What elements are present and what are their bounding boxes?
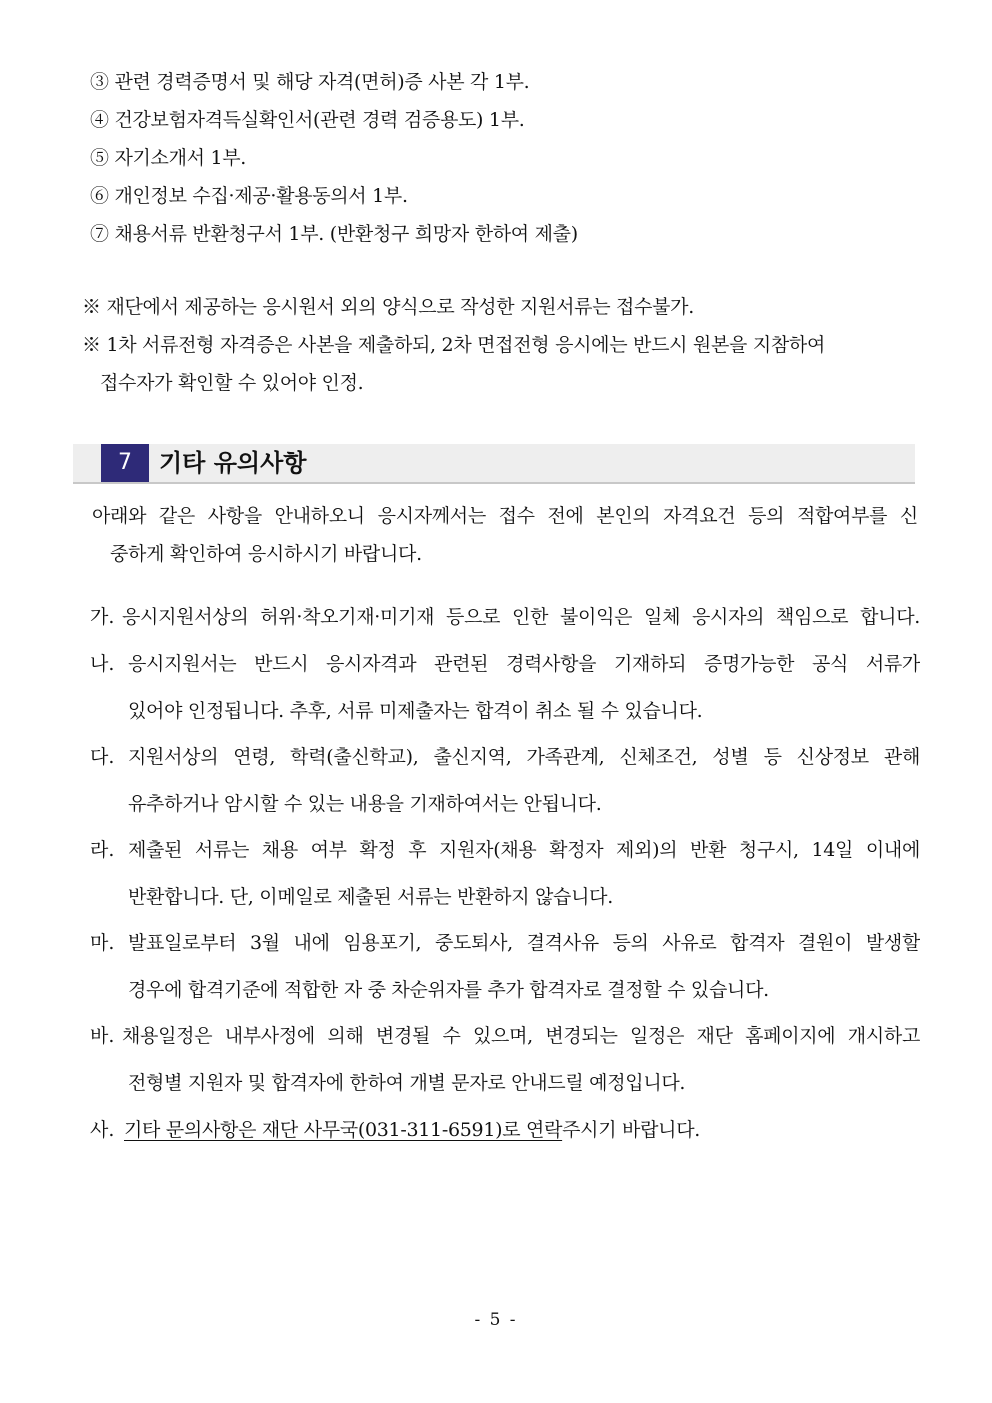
item-marker: 나. — [90, 653, 115, 675]
document-item: ⑦ 채용서류 반환청구서 1부. (반환청구 희망자 한하여 제출) — [90, 223, 578, 245]
item-marker: 다. — [90, 746, 115, 768]
item-marker: 사. — [90, 1119, 115, 1141]
contact-rest-text: 주시기 바랍니다. — [562, 1119, 700, 1141]
document-item: ④ 건강보험자격득실확인서(관련 경력 검증용도) 1부. — [90, 109, 525, 131]
page-number: - 5 - — [474, 1310, 518, 1330]
item-line: 제출된 서류는 채용 여부 확정 후 지원자(채용 확정자 제외)의 반환 청구시, 14일 이내에 — [128, 839, 920, 861]
item-marker: 마. — [90, 932, 115, 954]
item-marker: 바. — [90, 1025, 115, 1047]
item-line: 채용일정은 내부사정에 의해 변경될 수 있으며, 변경되는 일정은 재단 홈페이지에 개시하고 — [122, 1025, 920, 1047]
document-item: ⑤ 자기소개서 1부. — [90, 147, 247, 169]
item-line: 있어야 인정됩니다. 추후, 서류 미제출자는 합격이 취소 될 수 있습니다. — [128, 700, 703, 722]
item-line: 응시지원서는 반드시 응시자격과 관련된 경력사항을 기재하되 증명가능한 공식 서류가 — [128, 653, 920, 675]
item-line: 지원서상의 연령, 학력(출신학교), 출신지역, 가족관계, 신체조건, 성별 등 신상정보 관해 — [128, 746, 920, 768]
document-item: ③ 관련 경력증명서 및 해당 자격(면허)증 사본 각 1부. — [90, 71, 530, 93]
section-header — [73, 444, 915, 484]
section-title: 기타 유의사항 — [159, 449, 307, 477]
intro-line: 중하게 확인하여 응시하시기 바랍니다. — [110, 543, 422, 565]
note-line: ※ 1차 서류전형 자격증은 사본을 제출하되, 2차 면접전형 응시에는 반드시 원본을 지참하여 — [82, 334, 826, 356]
document-item: ⑥ 개인정보 수집·제공·활용동의서 1부. — [90, 185, 408, 207]
item-line: 전형별 지원자 및 합격자에 한하여 개별 문자로 안내드릴 예정입니다. — [128, 1072, 686, 1094]
contact-line — [124, 1116, 700, 1144]
contact-phone-text: 기타 문의사항은 재단 사무국(031-311-6591)로 연락 — [124, 1119, 563, 1141]
item-marker: 가. — [90, 606, 115, 628]
note-line: ※ 재단에서 제공하는 응시원서 외의 양식으로 작성한 지원서류는 접수불가. — [82, 296, 694, 318]
item-line: 발표일로부터 3월 내에 임용포기, 중도퇴사, 결격사유 등의 사유로 합격자 결원이 발생할 — [128, 932, 920, 954]
note-line-continued: 접수자가 확인할 수 있어야 인정. — [100, 372, 364, 394]
item-line: 응시지원서상의 허위·착오기재·미기재 등으로 인한 불이익은 일체 응시자의 책임으로 합니다. — [122, 606, 920, 628]
item-marker: 라. — [90, 839, 115, 861]
item-line: 반환합니다. 단, 이메일로 제출된 서류는 반환하지 않습니다. — [128, 886, 613, 908]
intro-line: 아래와 같은 사항을 안내하오니 응시자께서는 접수 전에 본인의 자격요건 등의 적합여부를 신 — [92, 505, 918, 527]
item-line: 경우에 합격기준에 적합한 자 중 차순위자를 추가 합격자로 결정할 수 있습니다. — [128, 979, 769, 1001]
section-number: 7 — [101, 444, 149, 482]
item-line: 유추하거나 암시할 수 있는 내용을 기재하여서는 안됩니다. — [128, 793, 602, 815]
